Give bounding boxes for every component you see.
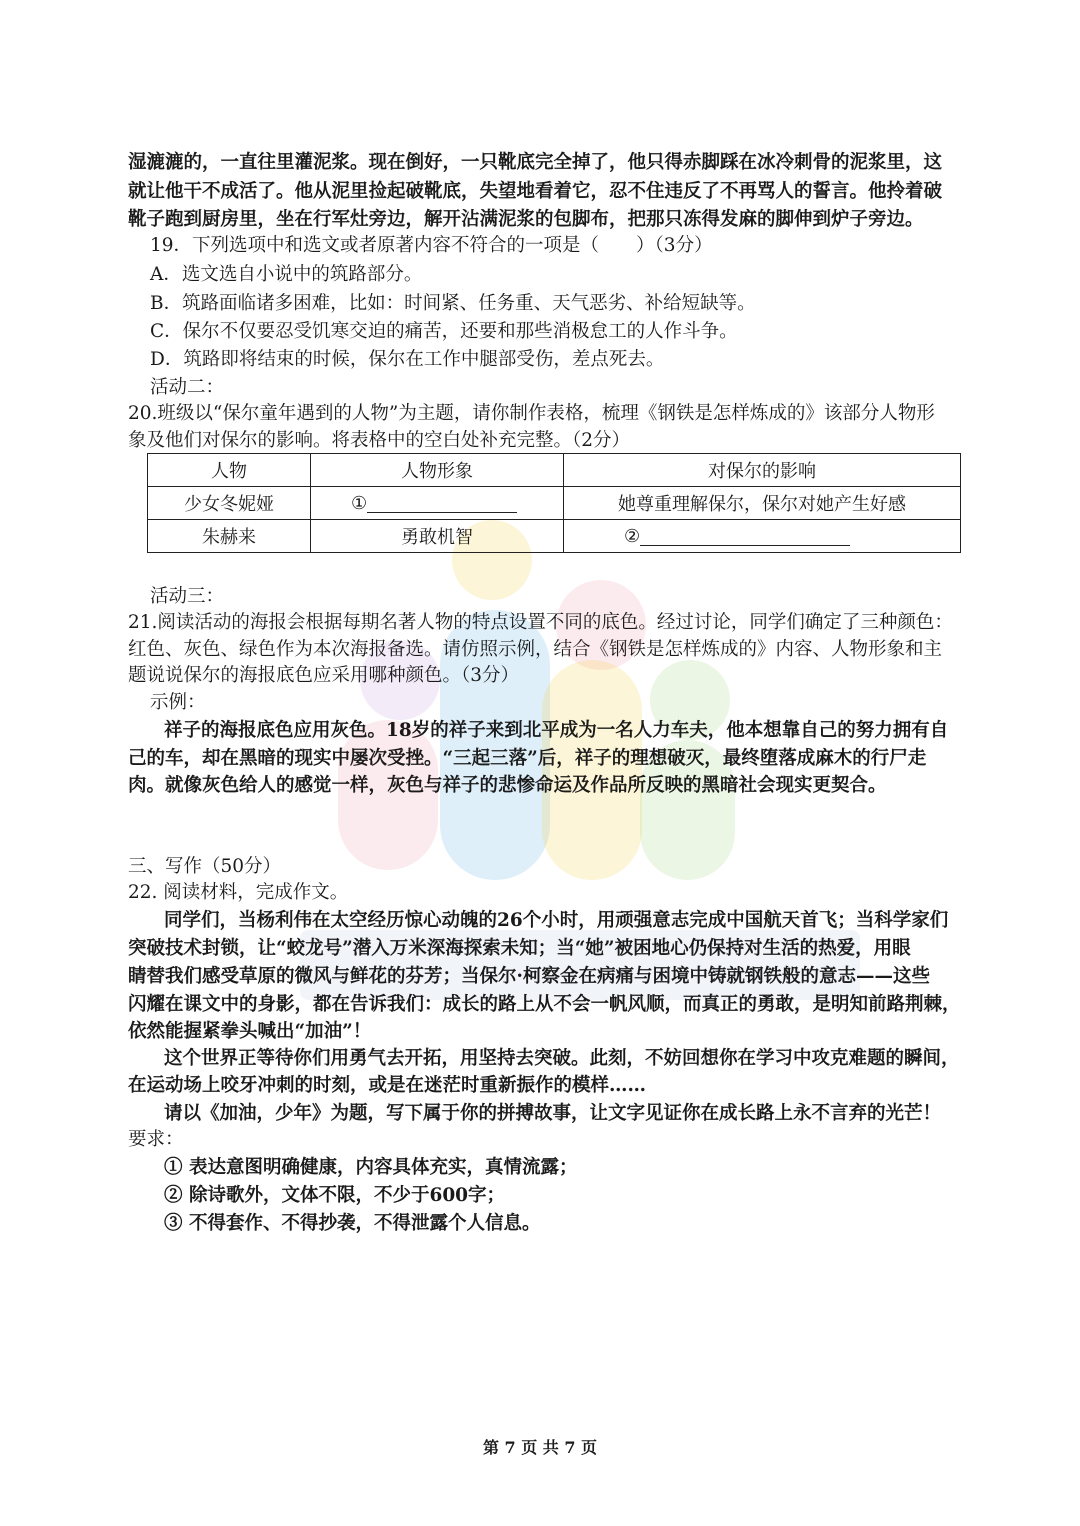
passage-line-2: 就让他干不成活了。他从泥里捡起破靴底，失望地看着它，忍不住违反了不再骂人的誓言。他拎着破: [128, 181, 943, 202]
q20-line-2: 象及他们对保尔的影响。将表格中的空白处补充完整。（2分）: [128, 430, 631, 451]
example-label: 示例：: [150, 692, 206, 713]
material-line-3: 睛替我们感受草原的微风与鲜花的芬芳；当保尔·柯察金在病痛与困境中铸就钢铁般的意志——这些: [128, 966, 930, 987]
requirement-3: ③ 不得套作、不得抄袭，不得泄露个人信息。: [164, 1213, 541, 1234]
q22-stem: 22. 阅读材料，完成作文。: [128, 882, 349, 903]
answer-blank-1[interactable]: [367, 494, 517, 513]
passage-line-1: 湿漉漉的，一直往里灌泥浆。现在倒好，一只靴底完全掉了，他只得赤脚踩在冰冷刺骨的泥浆里，这: [128, 152, 943, 173]
activity-2-label: 活动二：: [150, 377, 225, 398]
material-line-8: 请以《加油，少年》为题，写下属于你的拼搏故事，让文字见证你在成长路上永不言弃的光芒！: [164, 1103, 942, 1124]
table-cell-person: 少女冬妮娅: [148, 487, 311, 520]
material-line-1: 同学们，当杨利伟在太空经历惊心动魄的26个小时，用顽强意志完成中国航天首飞；当科学家们: [164, 910, 949, 931]
table-row: [148, 520, 961, 553]
page-footer: 第 7 页 共 7 页: [482, 1438, 598, 1457]
answer-blank-2[interactable]: [640, 527, 850, 546]
person-table: [147, 453, 961, 553]
example-line-3: 肉。就像灰色给人的感觉一样，灰色与祥子的悲惨命运及作品所反映的黑暗社会现实更契合。: [128, 775, 887, 796]
table-cell-image: 勇敢机智: [311, 520, 564, 553]
q21-line-3: 题说说保尔的海报底色应采用哪种颜色。（3分）: [128, 665, 520, 686]
activity-3-label: 活动三：: [150, 586, 225, 607]
q21-line-2: 红色、灰色、绿色作为本次海报备选。请仿照示例，结合《钢铁是怎样炼成的》内容、人物形象和主: [128, 639, 943, 660]
table-header-cell: 对保尔的影响: [564, 454, 961, 487]
q20-line-1: 20.班级以“保尔童年遇到的人物”为主题，请你制作表格，梳理《钢铁是怎样炼成的》该部分人物形: [128, 403, 935, 424]
table-cell-influence: 她尊重理解保尔，保尔对她产生好感: [564, 487, 961, 520]
example-line-1: 祥子的海报底色应用灰色。18岁的祥子来到北平成为一名人力车夫，他本想靠自己的努力拥有自: [164, 720, 949, 741]
q21-line-1: 21.阅读活动的海报会根据每期名著人物的特点设置不同的底色。经过讨论，同学们确定了三种颜色：: [128, 612, 953, 633]
material-line-4: 闪耀在课文中的身影，都在告诉我们：成长的路上从不会一帆风顺，而真正的勇敢，是明知前路荆棘，: [128, 994, 961, 1015]
table-cell-person: 朱赫来: [148, 520, 311, 553]
requirement-2: ② 除诗歌外，文体不限，不少于600字；: [164, 1185, 506, 1206]
example-line-2: 己的车，却在黑暗的现实中屡次受挫。“三起三落”后，祥子的理想破灭，最终堕落成麻木的行尸走: [128, 748, 927, 769]
material-line-7: 在运动场上咬牙冲刺的时刻，或是在迷茫时重新振作的模样……: [128, 1075, 647, 1096]
section-3-title: 三、写作（50分）: [128, 856, 282, 877]
table-header-cell: 人物形象: [311, 454, 564, 487]
table-header-cell: 人物: [148, 454, 311, 487]
q19-option-a: A．选文选自小说中的筑路部分。: [150, 264, 423, 285]
table-row: [148, 487, 961, 520]
q19-option-d: D．筑路即将结束的时候，保尔在工作中腿部受伤，差点死去。: [150, 349, 665, 370]
passage-line-3: 靴子跑到厨房里，坐在行军灶旁边，解开沾满泥浆的包脚布，把那只冻得发麻的脚伸到炉子旁边。: [128, 209, 924, 230]
table-cell-image-blank[interactable]: [311, 487, 564, 520]
requirement-1: ① 表达意图明确健康，内容具体充实，真情流露；: [164, 1157, 578, 1178]
material-line-5: 依然能握紧拳头喊出“加油”！: [128, 1021, 372, 1042]
requirements-label: 要求：: [128, 1129, 184, 1150]
q19-stem: 19．下列选项中和选文或者原著内容不符合的一项是（ ）（3分）: [150, 235, 713, 256]
q19-option-b: B．筑路面临诸多困难，比如：时间紧、任务重、天气恶劣、补给短缺等。: [150, 293, 756, 314]
material-line-6: 这个世界正等待你们用勇气去开拓，用坚持去突破。此刻，不妨回想你在学习中攻克难题的瞬间，: [164, 1048, 960, 1069]
q19-option-c: C．保尔不仅要忍受饥寒交迫的痛苦，还要和那些消极怠工的人作斗争。: [150, 321, 738, 342]
blank-marker: ①: [351, 492, 368, 514]
blank-marker: ②: [624, 525, 641, 547]
table-cell-influence-blank[interactable]: [564, 520, 961, 553]
table-header-row: [148, 454, 961, 487]
material-line-2: 突破技术封锁，让“蛟龙号”潜入万米深海探索未知；当“她”被困地心仍保持对生活的热爱，用眼: [128, 938, 911, 959]
